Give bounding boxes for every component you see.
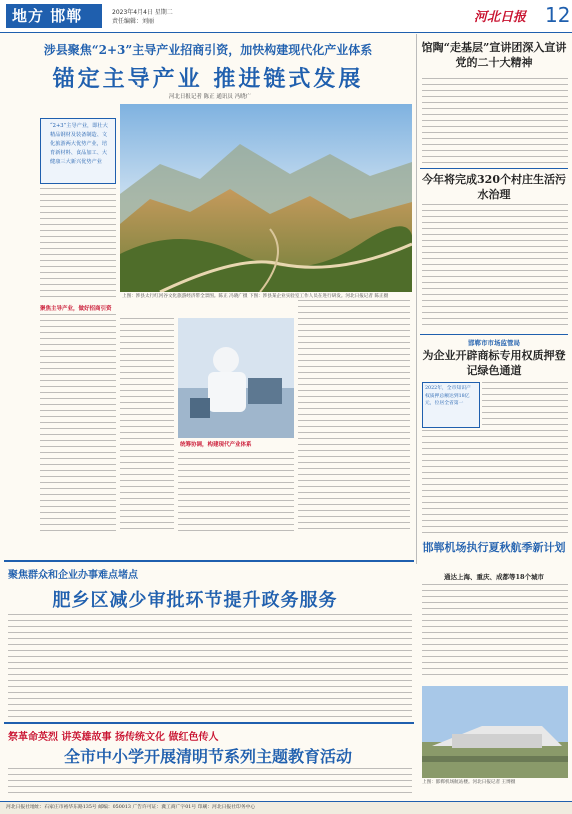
bottom1-kicker: 聚焦群众和企业办事难点堵点 xyxy=(8,570,138,581)
lead-kicker: 涉县聚焦“2+3”主导产业招商引资，加快构建现代化产业体系 xyxy=(43,43,373,57)
lead-subhead-1: 聚焦主导产业，做好招商引资 xyxy=(40,306,112,312)
page-number: 12 xyxy=(545,3,571,27)
right-subhead-4: 通达上海、重庆、成都等18个城市 xyxy=(443,573,545,581)
article-text-block xyxy=(422,78,568,164)
summary-text: “2+3”主导产业，即壮大精品钢材及装备制造、文化旅游两大优势产业，培育新材料、食品加工、大健康三大新兴优势产业 xyxy=(50,123,108,165)
right-headline-1: 馆陶“走基层”宣讲团深入宣讲党的二十大精神 xyxy=(421,41,567,69)
right-headline-3: 为企业开辟商标专用权质押登记绿色通道 xyxy=(422,349,566,377)
article-text-block xyxy=(482,382,568,426)
lead-subhead-2: 统筹协调，构建现代产业体系 xyxy=(180,442,252,448)
issue-date: 2023年4月4日 星期二 xyxy=(112,9,173,16)
landscape-photo xyxy=(120,104,412,292)
airport-photo xyxy=(422,686,568,778)
article-text-block xyxy=(8,768,412,798)
right-headline-4: 邯郸机场执行夏秋航季新计划 xyxy=(422,541,566,554)
bottom2-headline: 全市中小学开展清明节系列主题教育活动 xyxy=(63,747,352,766)
article-text-block xyxy=(422,430,568,534)
bottom1-headline: 肥乡区减少审批环节提升政务服务 xyxy=(52,590,338,611)
newspaper-logo: 河北日报 xyxy=(474,10,527,25)
right-headline-2: 今年将完成320个村庄生活污水治理 xyxy=(422,173,566,201)
divider-rule xyxy=(420,334,568,335)
section-rule xyxy=(4,560,414,562)
section-rule xyxy=(4,722,414,724)
article-text-block xyxy=(422,584,568,680)
divider-rule xyxy=(420,168,568,169)
article-text-block xyxy=(178,452,294,534)
section-tag: 地方 邯郸 xyxy=(6,4,102,28)
footer-text: 河北日报社地址：石家庄市裕华东路135号 邮编：050013 广告许可证：冀工商广字01号 印刷：河北日报社印务中心 xyxy=(6,805,256,810)
article-text-block xyxy=(40,314,116,534)
article-text-block xyxy=(120,318,174,534)
column-divider xyxy=(416,34,417,564)
lead-headline: 锚定主导产业 推进链式发展 xyxy=(52,66,364,92)
photo-caption: 上图：邯郸机场航站楼。河北日报记者 王博摄 xyxy=(422,780,516,785)
lab-photo xyxy=(178,318,294,438)
right-kicker-3: 邯郸市市场监管局 xyxy=(468,339,520,347)
article-text-block xyxy=(298,300,410,534)
summary-text: 2022年，全市知识产权质押总额达到18亿元，位居全省第一 xyxy=(425,386,471,406)
photo-caption: 上图：涉县太行红河谷文化旅游经济带全景图。陈正 冯晓广摄 下图：涉县某企业实验室工作人员在进行研发。河北日报记者 陈正摄 xyxy=(122,294,389,299)
article-text-block xyxy=(8,614,412,718)
bottom2-kicker: 祭革命英烈 讲英雄故事 扬传统文化 做红色传人 xyxy=(8,732,219,743)
article-text-block xyxy=(422,204,568,330)
editor-credit: 责任编辑：刘丽 xyxy=(112,18,155,25)
article-text-block xyxy=(40,188,116,300)
lead-byline: 河北日报记者 陈正 通讯员 冯晓广 xyxy=(168,94,252,100)
